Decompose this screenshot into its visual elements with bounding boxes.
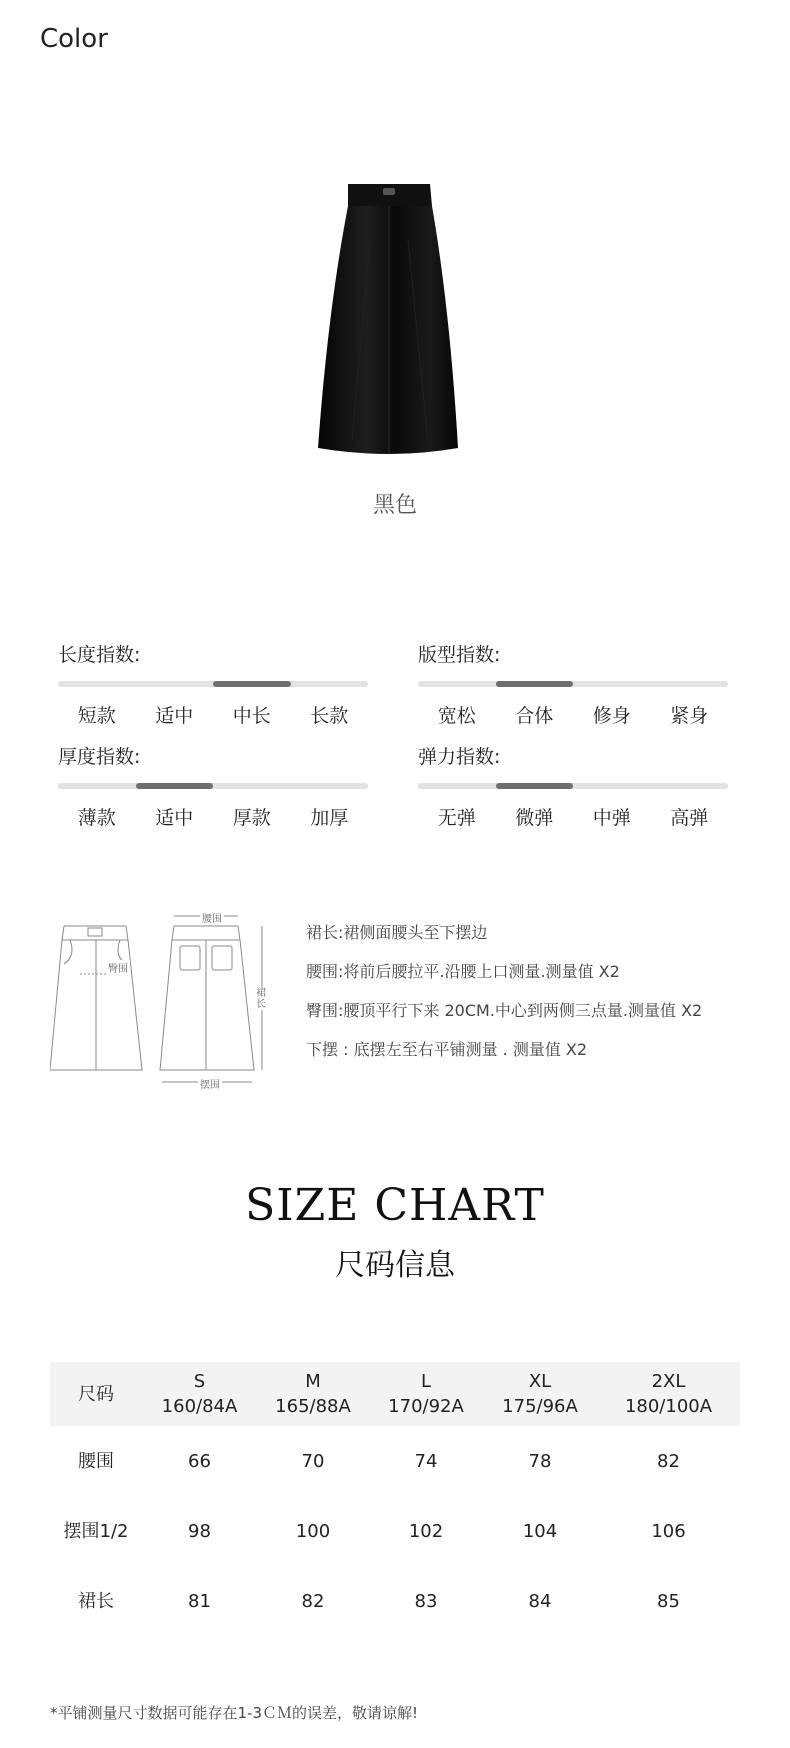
thickness-index-indicator [136, 783, 214, 789]
table-cell: 74 [414, 1450, 438, 1472]
table-row [50, 1496, 740, 1566]
note-hem: 下摆 : 底摆左至右平铺测量 . 测量值 X2 [306, 1040, 588, 1059]
skirt-product-image [300, 180, 480, 460]
thickness-index-track [58, 783, 368, 789]
measurement-notes [306, 922, 702, 1078]
table-cell: 100 [295, 1520, 331, 1542]
fit-index [418, 640, 728, 728]
size-chart-subtitle: 尺码信息 [335, 1248, 455, 1283]
table-cell: 106 [651, 1520, 686, 1542]
length-index-title: 长度指数: [58, 644, 141, 666]
table-cell: 78 [528, 1450, 552, 1472]
length-option: 适中 [155, 705, 194, 727]
thickness-index-title: 厚度指数: [58, 746, 141, 768]
thickness-option: 适中 [155, 807, 194, 829]
row-label: 裙长 [78, 1590, 114, 1612]
thickness-option: 薄款 [77, 807, 116, 829]
skirt-back-outline [160, 916, 262, 1082]
header-label: 尺码 [78, 1383, 114, 1405]
table-cell: 104 [522, 1520, 558, 1542]
fit-index-title: 版型指数: [418, 644, 501, 666]
measurement-diagram [50, 910, 295, 1090]
note-waist: 腰围:将前后腰拉平.沿腰上口测量.测量值 X2 [306, 962, 620, 981]
table-cell: 83 [414, 1590, 438, 1612]
diagram-label-waist: 腰围 [200, 910, 224, 925]
length-option: 短款 [77, 705, 116, 727]
note-hip: 臀围:腰顶平行下来 20CM.中心到两侧三点量.测量值 X2 [306, 1001, 703, 1020]
fit-option: 紧身 [670, 705, 709, 727]
length-index-track [58, 681, 368, 687]
table-row [50, 1426, 740, 1496]
diagram-label-hip: 臀围 [106, 960, 130, 975]
elasticity-option: 中弹 [592, 807, 631, 829]
table-cell: 81 [188, 1590, 211, 1612]
size-table-header [50, 1362, 740, 1426]
elasticity-option: 高弹 [670, 807, 709, 829]
length-index-indicator [213, 681, 291, 687]
fit-option: 合体 [515, 705, 554, 727]
table-cell: 82 [301, 1590, 325, 1612]
length-option: 长款 [310, 705, 349, 727]
elasticity-index-track [418, 783, 728, 789]
thickness-index [58, 742, 368, 830]
diagram-label-length: 裙长 [256, 988, 266, 1010]
size-col-xl: XL 175/96A [502, 1371, 578, 1417]
table-cell: 70 [301, 1450, 325, 1472]
table-cell: 82 [657, 1450, 680, 1472]
table-row [50, 1566, 740, 1636]
fit-index-indicator [496, 681, 574, 687]
table-cell: 66 [188, 1450, 211, 1472]
table-cell: 85 [657, 1590, 680, 1612]
fit-index-track [418, 681, 728, 687]
thickness-option: 加厚 [310, 807, 349, 829]
size-col-l: L 170/92A [388, 1371, 464, 1417]
skirt-front-outline [50, 926, 142, 1070]
fit-option: 修身 [592, 705, 631, 727]
row-label: 腰围 [78, 1450, 114, 1472]
size-chart-title: SIZE CHART [245, 1180, 545, 1231]
size-col-2xl: 2XL 180/100A [624, 1371, 713, 1417]
note-length: 裙长:裙侧面腰头至下摆边 [306, 923, 488, 942]
fit-option: 宽松 [437, 705, 476, 727]
elasticity-index-indicator [496, 783, 574, 789]
elasticity-index [418, 742, 728, 830]
row-label: 摆围1/2 [63, 1520, 129, 1542]
thickness-option: 厚款 [232, 807, 271, 829]
elasticity-option: 微弹 [515, 807, 554, 829]
table-cell: 98 [188, 1520, 211, 1542]
table-cell: 84 [528, 1590, 552, 1612]
size-col-m: M 165/88A [275, 1371, 351, 1417]
size-table [50, 1362, 740, 1636]
elasticity-index-title: 弹力指数: [418, 746, 501, 768]
table-cell: 102 [408, 1520, 444, 1542]
diagram-label-hem: 摆围 [198, 1076, 222, 1091]
length-index [58, 640, 368, 728]
color-name-label: 黑色 [372, 493, 417, 518]
length-option: 中长 [232, 705, 271, 727]
color-section-title: Color [40, 24, 108, 54]
size-col-s: S 160/84A [161, 1371, 238, 1417]
measurement-footnote: *平铺测量尺寸数据可能存在1-3ＣＭ的误差，敬请谅解! [50, 1704, 419, 1722]
elasticity-option: 无弹 [437, 807, 476, 829]
